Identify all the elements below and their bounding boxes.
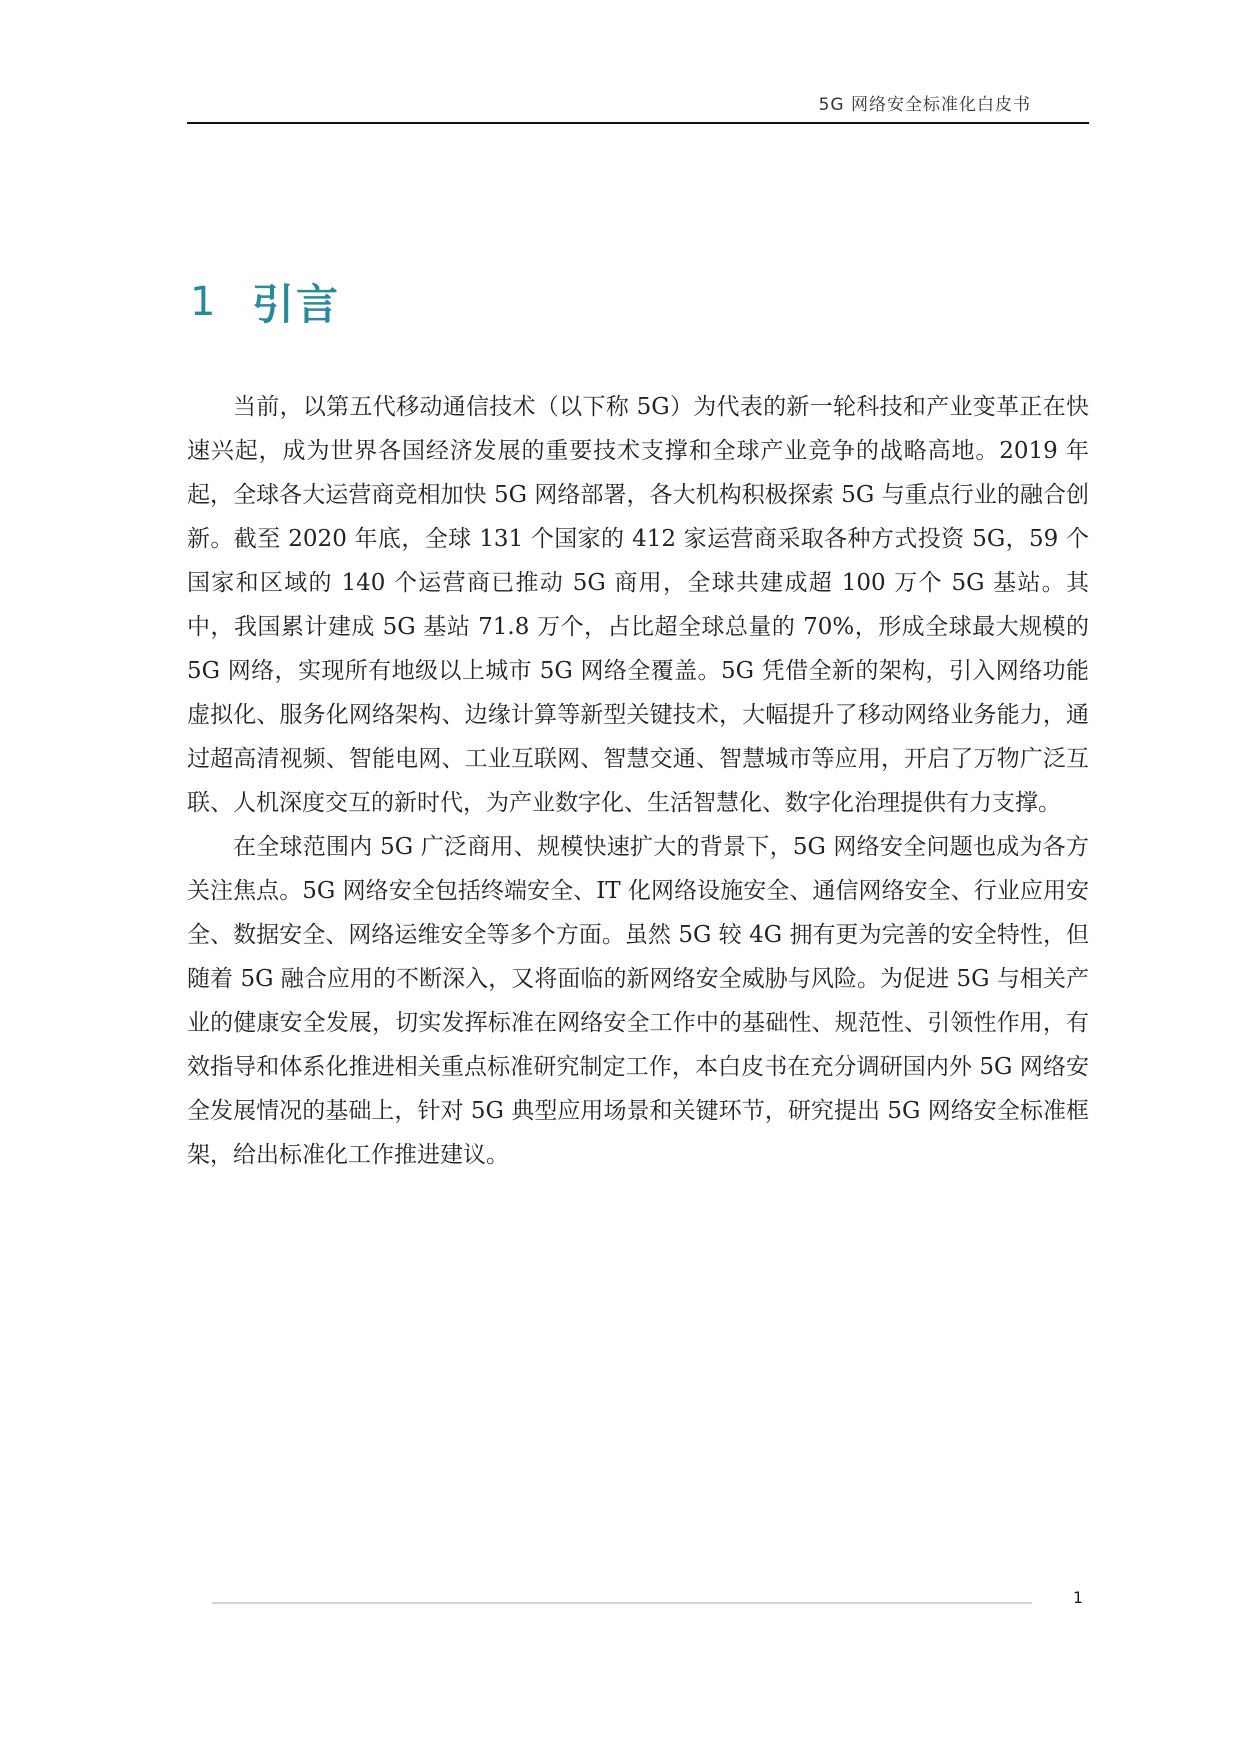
footer-divider — [212, 1602, 1032, 1604]
chapter-heading — [190, 272, 340, 332]
chapter-number: 1 — [190, 279, 216, 325]
body-text — [187, 385, 1089, 1177]
paragraph: 在全球范围内 5G 广泛商用、规模快速扩大的背景下，5G 网络安全问题也成为各方关注焦点。5G 网络安全包括终端安全、IT 化网络设施安全、通信网络安全、行业应用安全、数据安全、网络运维安全等多个方面。虽然 5G 较 4G 拥有更为完善的安全特性，但随着 5G 融合应用的不断深入，又将面临的新网络安全威胁与风险。为促进 5G 与相关产业的健康安全发展，切实发挥标准在网络安全工作中的基础性、规范性、引领性作用，有效指导和体系化推进相关重点标准研究制定工作，本白皮书在充分调研国内外 5G 网络安全发展情况的基础上，针对 5G 典型应用场景和关键环节，研究提出 5G 网络安全标准框架，给出标准化工作推进建议。 — [187, 834, 1089, 1168]
page-footer — [212, 1586, 1089, 1616]
page-header — [187, 86, 1089, 124]
paragraph: 当前，以第五代移动通信技术（以下称 5G）为代表的新一轮科技和产业变革正在快速兴起，成为世界各国经济发展的重要技术支撑和全球产业竞争的战略高地。2019 年起，全球各大运营商竞相加快 5G 网络部署，各大机构积极探索 5G 与重点行业的融合创新。截至 2020 年底，全球 131 个国家的 412 家运营商采取各种方式投资 5G，59 个国家和区域的 140 个运营商已推动 5G 商用，全球共建成超 100 万个 5G 基站。其中，我国累计建成 5G 基站 71.8 万个，占比超全球总量的 70%，形成全球最大规模的 5G 网络，实现所有地级以上城市 5G 网络全覆盖。5G 凭借全新的架构，引入网络功能虚拟化、服务化网络架构、边缘计算等新型关键技术，大幅提升了移动网络业务能力，通过超高清视频、智能电网、工业互联网、智慧交通、智慧城市等应用，开启了万物广泛互联、人机深度交互的新时代，为产业数字化、生活智慧化、数字化治理提供有力支撑。 — [187, 394, 1089, 816]
header-title: 5G 网络安全标准化白皮书 — [818, 95, 1031, 115]
page-number: 1 — [1072, 1588, 1083, 1607]
chapter-title: 引言 — [252, 280, 341, 329]
